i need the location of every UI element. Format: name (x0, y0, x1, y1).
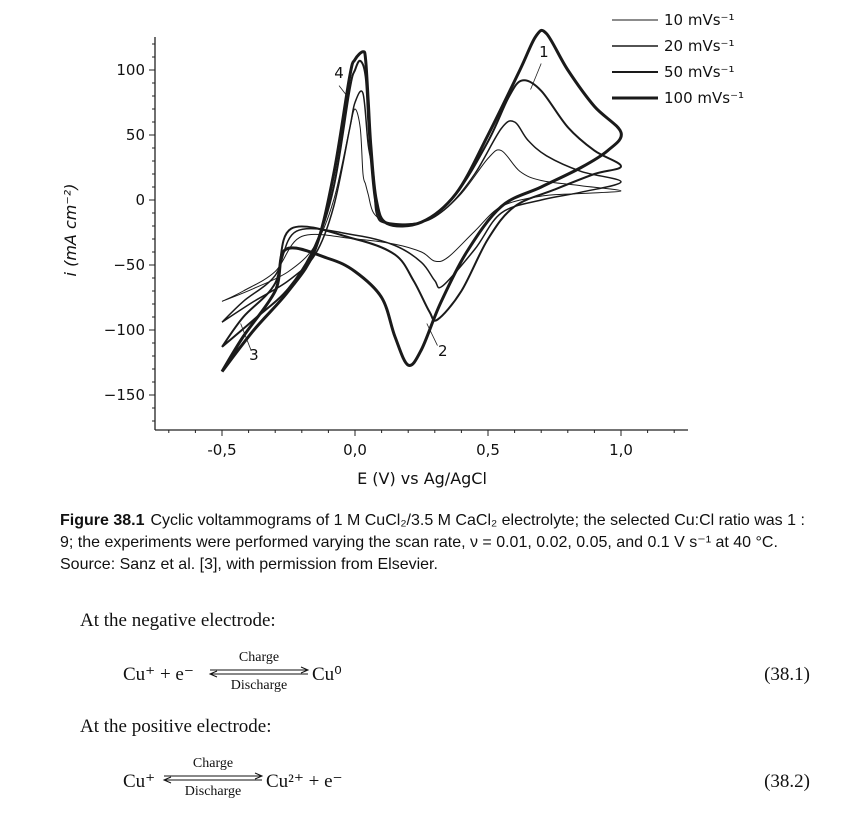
figure-caption (60, 510, 820, 576)
x-tick-label: 1,0 (609, 441, 633, 459)
legend-label: 100 mVs⁻¹ (664, 89, 745, 107)
figure-label: Figure 38.1 (60, 512, 145, 529)
y-tick-label: −150 (103, 386, 145, 404)
legend-label: 20 mVs⁻¹ (664, 37, 735, 55)
eq2-discharge-label: Discharge (184, 784, 242, 799)
annotation-label-4: 4 (334, 63, 344, 82)
chart-curves (222, 30, 621, 371)
chart-annotations (241, 43, 549, 364)
equilibrium-arrow-icon (204, 666, 314, 678)
eq2-number: (38.2) (764, 771, 810, 792)
x-tick-label: 0,5 (476, 441, 500, 459)
cv-curve-series-4 (222, 30, 621, 371)
cv-curve-series-2 (222, 91, 621, 322)
eq1-arrow (204, 650, 314, 694)
y-tick-label: −50 (113, 256, 145, 274)
annotation-label-2: 2 (438, 342, 448, 360)
negative-electrode-heading: At the negative electrode: (80, 610, 276, 631)
legend-label: 50 mVs⁻¹ (664, 63, 735, 81)
eq1-right: Cu⁰ (312, 664, 342, 685)
x-axis-label: E (V) vs Ag/AgCl (357, 469, 487, 488)
cv-curve-series-3 (222, 61, 621, 347)
chart-legend (612, 11, 744, 107)
eq1-charge-label: Charge (238, 650, 280, 665)
eq1-discharge-label: Discharge (230, 678, 288, 693)
eq1-left: Cu⁺ + e⁻ (123, 664, 194, 685)
cv-curve-series-1 (222, 109, 621, 301)
eq2-charge-label: Charge (192, 756, 234, 771)
equilibrium-arrow-icon (158, 772, 268, 784)
y-axis-label: i (mA cm⁻²) (61, 183, 80, 277)
y-tick-label: 100 (116, 61, 145, 79)
x-tick-label: 0,0 (343, 441, 367, 459)
y-tick-label: 0 (135, 191, 145, 209)
annotation-label-1: 1 (539, 43, 549, 61)
figure-caption-text: Cyclic voltammograms of 1 M CuCl₂/3.5 M CaCl₂ electrolyte; the selected Cu:Cl ratio was 1 : 9; the experiments were performed varying the scan rate, ν = 0.01, 0.02, 0.05, and 0.1 V s⁻¹ at 40 °C. Source: Sanz et al. [3], with permission from Elsevier. (60, 512, 805, 573)
chart-axes (104, 37, 688, 459)
eq2-right: Cu²⁺ + e⁻ (266, 771, 343, 792)
eq1-number: (38.1) (764, 664, 810, 685)
x-tick-label: -0,5 (207, 441, 237, 459)
eq2-arrow (158, 756, 268, 800)
positive-electrode-heading: At the positive electrode: (80, 716, 272, 737)
y-tick-label: −100 (103, 321, 145, 339)
y-tick-label: 50 (125, 126, 145, 144)
annotation-label-3: 3 (249, 345, 259, 364)
legend-label: 10 mVs⁻¹ (664, 11, 735, 29)
eq2-left: Cu⁺ (123, 771, 156, 792)
